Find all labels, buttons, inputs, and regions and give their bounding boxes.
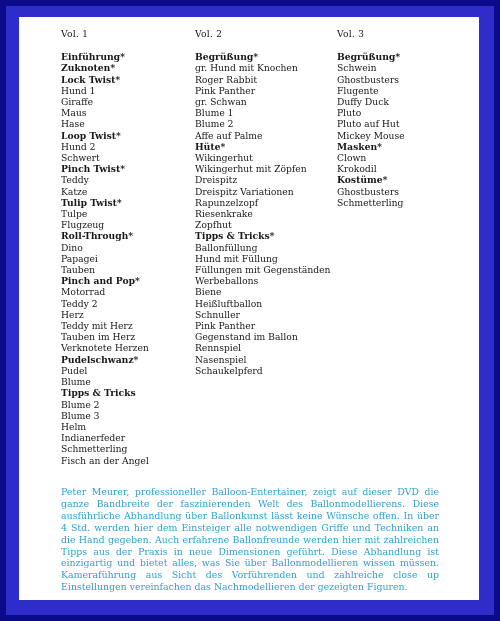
- list-item: Krokodil: [337, 164, 377, 176]
- section-heading: Pudelschwanz*: [61, 354, 139, 366]
- volume-3-column: [337, 29, 467, 209]
- volume-1-column: [61, 29, 211, 467]
- list-item: Pink Panther: [195, 85, 256, 97]
- list-item: Schwein: [337, 63, 377, 75]
- list-item: Motorrad: [61, 287, 106, 299]
- list-item: Wikingerhut mit Zöpfen: [195, 164, 307, 176]
- list-item: Hund mit Füllung: [195, 253, 278, 265]
- section-heading: Loop Twist*: [61, 130, 121, 142]
- document-page: [19, 17, 479, 600]
- list-item: Pink Panther: [195, 321, 256, 333]
- volume-3-list: [337, 52, 467, 209]
- list-item: Pluto: [337, 108, 362, 120]
- section-heading: Begrüßung*: [337, 52, 401, 64]
- section-heading: Tipps & Tricks*: [195, 231, 275, 243]
- section-heading: Tipps & Tricks: [61, 388, 136, 400]
- list-item: Werbeballons: [195, 276, 259, 288]
- section-heading: Lock Twist*: [61, 74, 121, 86]
- list-item: Flugzeug: [61, 220, 105, 232]
- list-item: Teddy 2: [61, 298, 98, 310]
- section-heading: Kostüme*: [337, 175, 388, 187]
- list-item: Clown: [337, 153, 367, 165]
- list-item: Schwert: [61, 153, 100, 165]
- list-item: Hund 1: [61, 85, 96, 97]
- list-item: Blume: [61, 377, 91, 389]
- list-item: Ghostbusters: [337, 74, 399, 86]
- list-item: Mickey Mouse: [337, 130, 405, 142]
- list-item: Duffy Duck: [337, 97, 389, 109]
- list-item: Papagei: [61, 253, 98, 265]
- volume-1-title: Vol. 1: [61, 29, 89, 40]
- list-item: Ballonfüllung: [195, 242, 258, 254]
- list-item: Zopfhut: [195, 220, 232, 232]
- list-item: Rennspiel: [195, 343, 242, 355]
- list-item: Roger Rabbit: [195, 74, 258, 86]
- list-item: Schmetterling: [61, 444, 128, 456]
- list-item: Giraffe: [61, 97, 94, 109]
- list-item: Blume 1: [195, 108, 234, 120]
- list-item: Verknotete Herzen: [61, 343, 149, 355]
- list-item: Flugente: [337, 85, 379, 97]
- list-item: Pluto auf Hut: [337, 119, 400, 131]
- list-item: Gegenstand im Ballon: [195, 332, 298, 344]
- list-item: Indianerfeder: [61, 433, 126, 445]
- volume-2-title: Vol. 2: [195, 29, 223, 40]
- section-heading: Zuknoten*: [61, 63, 116, 75]
- volume-2-list: [195, 52, 345, 377]
- section-heading: Pinch Twist*: [61, 164, 125, 176]
- list-item: Blume 2: [61, 399, 100, 411]
- list-item: Wikingerhut: [195, 153, 253, 165]
- section-heading: Pinch and Pop*: [61, 276, 140, 288]
- volume-2-column: [195, 29, 345, 377]
- list-item: Rapunzelzopf: [195, 197, 259, 209]
- list-item: Schnuller: [195, 309, 240, 321]
- list-item: Tulpe: [61, 209, 88, 221]
- list-item: Schmetterling: [337, 197, 404, 209]
- list-item: Ghostbusters: [337, 186, 399, 198]
- list-item: Schaukelpferd: [195, 365, 263, 377]
- list-item: Blume 3: [61, 410, 100, 422]
- list-item: Dreispitz: [195, 175, 238, 187]
- description-paragraph: Peter Meurer, professioneller Balloon-Entertainer, zeigt auf dieser DVD die ganze Bandbreite der faszinierenden Welt des Ballonmodellierens. Diese ausführliche Abhandlung über Ballonkunst lässt keine Wünsche offen. In über 4 Std. werden hier dem Einsteiger alle notwendigen Griffe und Techniken an die Hand gegeben. Auch erfahrene Ballonfreunde werden hier mit zahlreichen Tipps aus der Praxis in neue Dimensionen geführt. Diese Abhandlung ist einzigartig und bietet alles, was Sie über Ballonmodellieren wissen müssen. Kameraführung aus Sicht des Vorführenden und zahlreiche close up Einstellungen vereinfachen das Nachmodellieren der gezeigten Figuren.: [61, 487, 439, 594]
- section-heading: Hüte*: [195, 141, 226, 153]
- section-heading: Roll-Through*: [61, 231, 134, 243]
- list-item: Biene: [195, 287, 222, 299]
- list-item: Herz: [61, 309, 84, 321]
- list-item: Helm: [61, 421, 87, 433]
- list-item: Riesenkrake: [195, 209, 253, 221]
- list-item: Hase: [61, 119, 85, 131]
- list-item: Nasenspiel: [195, 354, 247, 366]
- list-item: Maus: [61, 108, 87, 120]
- list-item: Dino: [61, 242, 83, 254]
- list-item: Blume 2: [195, 119, 234, 131]
- volume-1-list: [61, 52, 211, 467]
- list-item: Pudel: [61, 365, 88, 377]
- section-heading: Tulip Twist*: [61, 197, 122, 209]
- list-item: Füllungen mit Gegenständen: [195, 265, 331, 277]
- list-item: Tauben: [61, 265, 96, 277]
- list-item: Dreispitz Variationen: [195, 186, 294, 198]
- list-item: Affe auf Palme: [195, 130, 263, 142]
- section-heading: Begrüßung*: [195, 52, 259, 64]
- list-item: gr. Hund mit Knochen: [195, 63, 298, 75]
- list-item: Teddy mit Herz: [61, 321, 133, 333]
- list-item: Hund 2: [61, 141, 96, 153]
- section-heading: Masken*: [337, 141, 382, 153]
- list-item: Teddy: [61, 175, 89, 187]
- list-item: Tauben im Herz: [61, 332, 136, 344]
- volume-3-title: Vol. 3: [337, 29, 365, 40]
- section-heading: Einführung*: [61, 52, 125, 64]
- list-item: Katze: [61, 186, 88, 198]
- list-item: gr. Schwan: [195, 97, 247, 109]
- list-item: Heißluftballon: [195, 298, 263, 310]
- list-item: Fisch an der Angel: [61, 455, 149, 467]
